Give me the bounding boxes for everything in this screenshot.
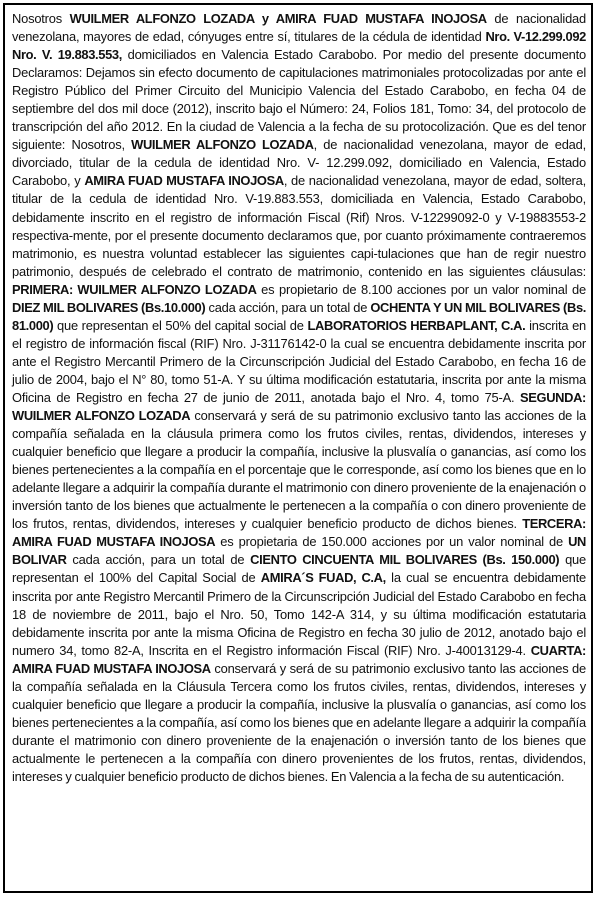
notice-segment: AMIRA´S FUAD, C.A, — [260, 570, 386, 586]
notice-segment: WUILMER ALFONZO LOZADA y AMIRA FUAD MUSTAFA INOJOSA — [69, 11, 487, 26]
notice-segment: AMIRA FUAD MUSTAFA INOJOSA — [84, 173, 284, 189]
notice-body — [12, 10, 586, 786]
notice-segment: inscrita en el registro de información fiscal (RIF) Nro. J-31176142-0 la cual se encuentra debidamente inscrita por ante el Registro Mercantil Primero de la Circunscripción Judicial del Estado Carabobo, en fecha 16 de julio de 2004, bajo el N° 80, tomo 51-A. Y su última modificación estatutaria, inscrita por ante la misma Oficina de Registro en fecha 27 de junio de 2011, anotada bajo el Nro. 4, tomo 75-A. — [12, 317, 587, 405]
notice-segment: CIENTO CINCUENTA MIL BOLIVARES (Bs. 150.000) — [250, 552, 560, 568]
notice-segment: OCHENTA Y UN MIL BOLIVARES (Bs. 81.000) — [12, 299, 586, 333]
notice-segment: , de nacionalidad venezolana, mayor de edad, divorciado, titular de la cedula de identidad Nro. V- 12.299.092, domiciliado en Valencia, Estado Carabobo, y — [12, 137, 587, 189]
notice-segment: es propietaria de 150.000 acciones por un valor nominal de — [215, 534, 569, 550]
notice-segment: es propietario de 8.100 acciones por un valor nominal de — [256, 281, 586, 297]
notice-segment: cada acción, para un total de — [66, 552, 251, 568]
legal-notice-frame — [3, 3, 593, 893]
notice-segment: la cual se encuentra debidamente inscrita por ante Registro Mercantil Primero de la Circunscripción Judicial del Estado Carabobo en fecha 18 de noviembre de 2011, bajo el Nro. 50, Tomo 142-A 314, y su última modificación estatutaria debidamente inscrita por ante la misma Oficina de Registro en fecha 30 julio de 2012, anotado bajo el numero 34, tomo 82-A, Inscrita en el Registro información Fiscal (RIF) Nro. J-40013129-4. — [12, 570, 586, 658]
notice-segment: Nosotros — [12, 11, 70, 26]
notice-segment: cada acción, para un total de — [205, 299, 371, 315]
notice-segment: , de nacionalidad venezolana, mayor de edad, soltera, titular de la cedula de identidad Nro. V-19.883.553, domiciliada en Valencia, Estado Carabobo, debidamente inscrito en el registro de información Fiscal (Rif) Nros. V-12299092-0 y V-19883553-2 respectiva-mente, por el presente documento declaramos que, por cuanto próximamente contraeremos matrimonio, es nuestra voluntad establecer las siguientes capi-tulaciones que han de regir nuestro patrimonio, después de celebrado el contrato de matrimonio, contenido en las siguientes cláusulas: — [12, 173, 586, 279]
clause-heading: SEGUNDA: WUILMER ALFONZO LOZADA — [12, 389, 586, 424]
notice-segment: de nacionalidad venezolana, mayores de edad, cónyuges entre sí, titulares de la cédula de identidad — [12, 11, 586, 45]
notice-segment: conservará y será de su patrimonio exclusivo tanto las acciones de la compañía señalada en la Cláusula Tercera como los frutos civiles, rentas, dividendos, intereses y cualquier beneficio que llegare a producir la compañía, inclusive la plusvalía o ganancias, así como los bienes pertenecientes a la compañía, así como los bienes que en adelante llegare a adquirir la compañía durante el matrimonio con dinero proveniente de la enajenación o inversión tanto de los bienes que actualmente le pertenecen a la compañía con dinero provenientes de los frutos, rentas, dividendos, intereses y cualquier beneficio producto de dichos bienes. En Valencia a la fecha de su autenticación. — [12, 660, 586, 784]
notice-segment: que representan el 100% del Capital Social de — [12, 552, 586, 586]
notice-segment: que representan el 50% del capital social de — [53, 317, 308, 333]
notice-segment: Nro. V-12.299.092 Nro. V. 19.883.553, — [12, 29, 586, 63]
notice-segment: UN BOLIVAR — [12, 534, 586, 568]
notice-segment: DIEZ MIL BOLIVARES (Bs.10.000) — [12, 299, 206, 315]
notice-segment: domiciliados en Valencia Estado Carabobo. Por medio del presente documento Declaramos: Dejamos sin efecto documento de capitulaciones matrimoniales protocolizadas por ante el Registro Público del Primer Circuito del Municipio Valencia del Estado Carabobo, en fecha 04 de septiembre del dos mil doce (2012), inscrito bajo el Número: 24, Folios 181, Tomo: 34, del protocolo de transcripción del año 2012. En la ciudad de Valencia a la fecha de su protocolización. Que es del tenor siguiente: Nosotros, — [12, 47, 586, 153]
clause-heading: PRIMERA: WUILMER ALFONZO LOZADA — [12, 281, 257, 297]
notice-segment: conservará y será de su patrimonio exclusivo tanto las acciones de la compañía señalada en la cláusula primera como los frutos civiles, rentas, dividendos, intereses y cualquier beneficio que llegare a producir la compañía, inclusive la plusvalía o ganancias, así como los bienes pertenecientes a la compañía en el porcentaje que le corresponde, así como los bienes que en lo adelante llegare a adquirir la compañía durante el matrimonio con dinero proveniente de la enajenación o inversión tanto de los bienes que actualmente le pertenecen a la compañía o con dinero proveniente de los frutos, rentas, dividendos, intereses y cualquier beneficio producto de dichos bienes. — [12, 408, 586, 532]
clause-heading: TERCERA: AMIRA FUAD MUSTAFA INOJOSA — [12, 516, 586, 550]
notice-segment: WUILMER ALFONZO LOZADA — [131, 137, 314, 153]
clause-heading: CUARTA: AMIRA FUAD MUSTAFA INOJOSA — [12, 642, 586, 676]
notice-segment: LABORATORIOS HERBAPLANT, C.A. — [307, 317, 526, 333]
